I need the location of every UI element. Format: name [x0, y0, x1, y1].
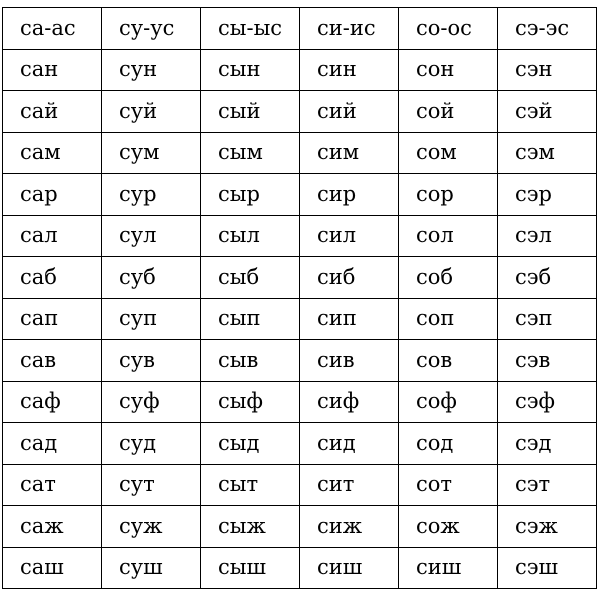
syllable-cell: сив — [300, 340, 399, 382]
syllable-cell: соб — [399, 257, 498, 299]
syllable-cell: сур — [102, 174, 201, 216]
syllable-cell: суп — [102, 298, 201, 340]
syllable-cell: сиб — [300, 257, 399, 299]
table-row — [3, 547, 597, 589]
syllable-cell: сэб — [498, 257, 597, 299]
syllable-cell: сэф — [498, 381, 597, 423]
syllable-cell: сиш — [399, 547, 498, 589]
syllable-pair-cell: си-ис — [300, 8, 399, 50]
syllable-cell: сэж — [498, 506, 597, 548]
syllable-cell: сан — [3, 49, 102, 91]
syllable-cell: сыт — [201, 464, 300, 506]
syllable-cell: сэй — [498, 91, 597, 133]
syllable-cell: сыр — [201, 174, 300, 216]
syllable-cell: сэм — [498, 132, 597, 174]
table-row — [3, 174, 597, 216]
syllable-pair-cell: су-ус — [102, 8, 201, 50]
syllable-cell: сор — [399, 174, 498, 216]
syllable-cell: сэт — [498, 464, 597, 506]
syllable-cell: сав — [3, 340, 102, 382]
syllable-cell: сэш — [498, 547, 597, 589]
syllable-cell: сип — [300, 298, 399, 340]
table-row — [3, 257, 597, 299]
syllable-cell: сит — [300, 464, 399, 506]
syllable-cell: сый — [201, 91, 300, 133]
syllable-cell: сэп — [498, 298, 597, 340]
syllable-cell: сиш — [300, 547, 399, 589]
table-row — [3, 464, 597, 506]
syllable-cell: саф — [3, 381, 102, 423]
syllable-cell: сий — [300, 91, 399, 133]
syllable-cell: сув — [102, 340, 201, 382]
syllable-cell: сун — [102, 49, 201, 91]
syllable-cell: сар — [3, 174, 102, 216]
syllable-cell: суй — [102, 91, 201, 133]
table-row — [3, 91, 597, 133]
syllable-cell: сат — [3, 464, 102, 506]
syllable-cell: сож — [399, 506, 498, 548]
syllable-cell: сэв — [498, 340, 597, 382]
syllable-cell: сэн — [498, 49, 597, 91]
table-header-row — [3, 8, 597, 50]
syllable-cell: сал — [3, 215, 102, 257]
syllable-cell: суш — [102, 547, 201, 589]
syllable-cell: сот — [399, 464, 498, 506]
syllable-pair-cell: са-ас — [3, 8, 102, 50]
syllable-cell: саж — [3, 506, 102, 548]
syllable-cell: сыш — [201, 547, 300, 589]
syllable-cell: сир — [300, 174, 399, 216]
syllable-cell: сил — [300, 215, 399, 257]
syllable-pair-cell: сэ-эс — [498, 8, 597, 50]
table-row — [3, 340, 597, 382]
syllable-cell: суф — [102, 381, 201, 423]
syllable-cell: сум — [102, 132, 201, 174]
syllable-cell: сиж — [300, 506, 399, 548]
syllable-cell: суб — [102, 257, 201, 299]
syllable-table-body — [3, 8, 597, 589]
syllable-cell: соф — [399, 381, 498, 423]
syllable-cell: сыв — [201, 340, 300, 382]
syllable-cell: сэд — [498, 423, 597, 465]
syllable-cell: сыл — [201, 215, 300, 257]
syllable-cell: суж — [102, 506, 201, 548]
syllable-cell: сыд — [201, 423, 300, 465]
table-row — [3, 381, 597, 423]
syllable-cell: сай — [3, 91, 102, 133]
syllable-cell: сом — [399, 132, 498, 174]
syllable-pair-cell: сы-ыс — [201, 8, 300, 50]
syllable-cell: саб — [3, 257, 102, 299]
syllable-cell: соп — [399, 298, 498, 340]
syllable-cell: сыж — [201, 506, 300, 548]
syllable-cell: сам — [3, 132, 102, 174]
table-row — [3, 506, 597, 548]
table-row — [3, 215, 597, 257]
syllable-cell: сым — [201, 132, 300, 174]
syllable-cell: сыб — [201, 257, 300, 299]
syllable-cell: сов — [399, 340, 498, 382]
syllable-cell: сап — [3, 298, 102, 340]
syllable-cell: сут — [102, 464, 201, 506]
syllable-table — [2, 7, 597, 589]
syllable-cell: сып — [201, 298, 300, 340]
table-row — [3, 298, 597, 340]
syllable-cell: сын — [201, 49, 300, 91]
syllable-cell: син — [300, 49, 399, 91]
table-row — [3, 49, 597, 91]
syllable-cell: сод — [399, 423, 498, 465]
syllable-cell: сул — [102, 215, 201, 257]
syllable-cell: сид — [300, 423, 399, 465]
syllable-cell: сад — [3, 423, 102, 465]
syllable-cell: сол — [399, 215, 498, 257]
syllable-cell: сим — [300, 132, 399, 174]
syllable-cell: суд — [102, 423, 201, 465]
table-row — [3, 423, 597, 465]
syllable-cell: сой — [399, 91, 498, 133]
syllable-cell: сиф — [300, 381, 399, 423]
syllable-cell: сэл — [498, 215, 597, 257]
syllable-cell: сэр — [498, 174, 597, 216]
syllable-cell: сыф — [201, 381, 300, 423]
table-row — [3, 132, 597, 174]
syllable-cell: сон — [399, 49, 498, 91]
syllable-cell: саш — [3, 547, 102, 589]
syllable-pair-cell: со-ос — [399, 8, 498, 50]
